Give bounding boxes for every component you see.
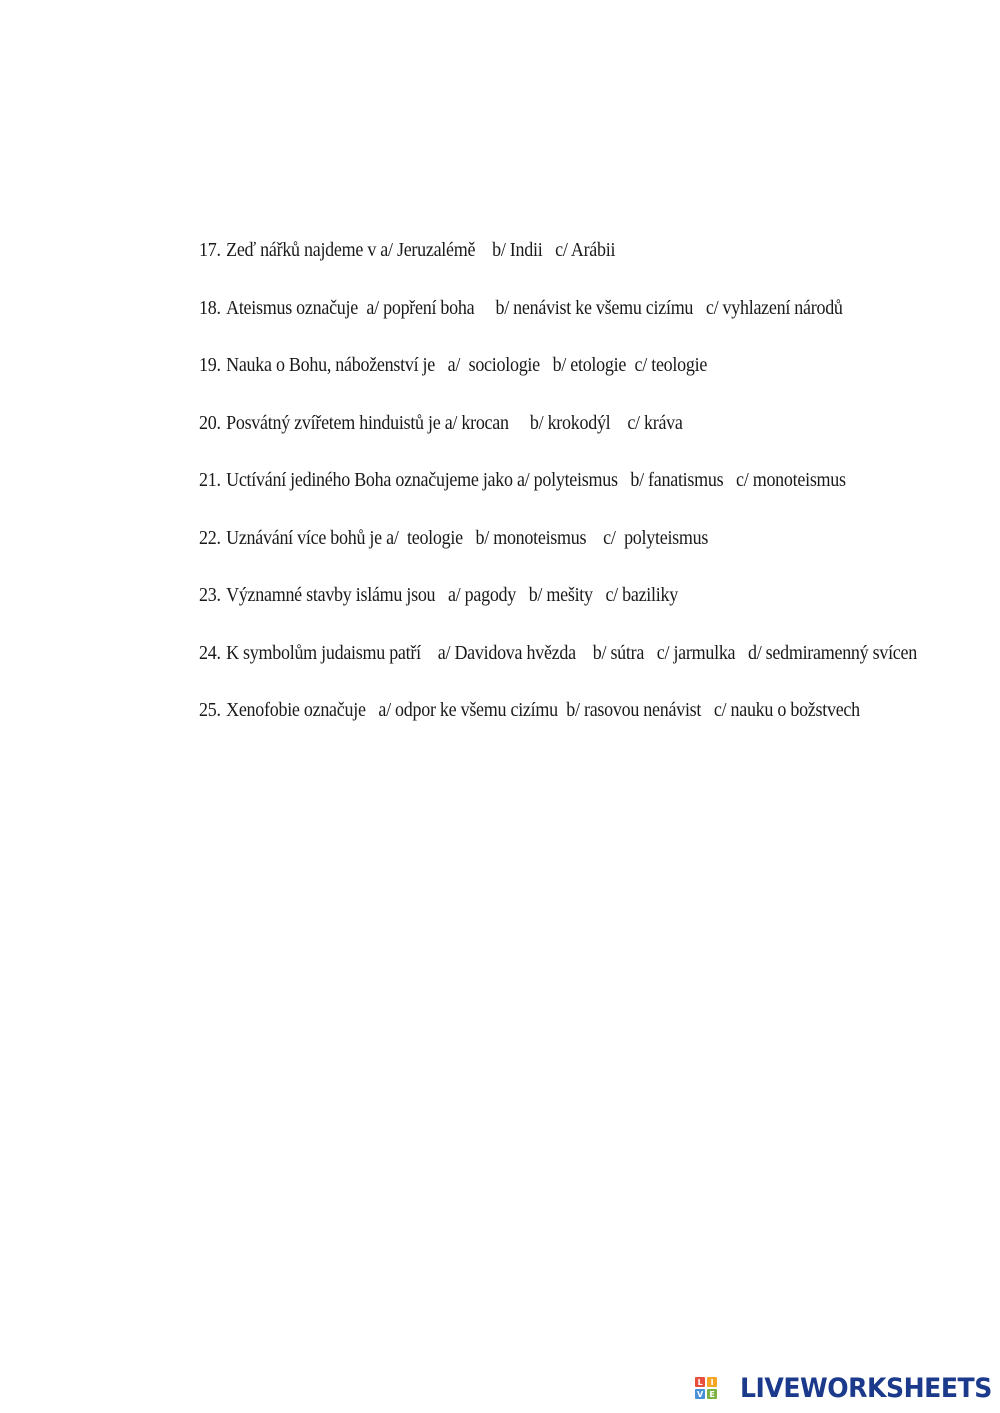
question-17	[199, 236, 901, 294]
question-number: 22.	[199, 526, 221, 549]
question-text: Nauka o Bohu, náboženství je a/ sociologie b/ etologie c/ teologie	[226, 354, 708, 376]
question-23	[199, 581, 901, 639]
question-number: 17.	[199, 239, 221, 261]
question-number: 23.	[199, 584, 221, 606]
question-25	[199, 696, 901, 754]
question-number: 19.	[199, 354, 221, 376]
logo-mark-tile: I	[707, 1377, 717, 1387]
liveworksheets-logo	[695, 1367, 992, 1409]
logo-mark-tile: V	[697, 1389, 704, 1399]
question-number: 20.	[199, 411, 221, 434]
question-text: Xenofobie označuje a/ odpor ke všemu cizímu b/ rasovou nenávist c/ nauku o božstvech	[226, 699, 860, 721]
logo-mark-icon	[695, 1377, 717, 1399]
question-21	[199, 466, 901, 524]
logo-text: LIVEWORKSHEETS	[740, 1372, 992, 1404]
question-18	[199, 294, 901, 352]
question-text: Uznávání více bohů je a/ teologie b/ monoteismus c/ polyteismus	[226, 526, 709, 549]
question-22	[199, 524, 901, 582]
logo-mark-tile: L	[695, 1377, 705, 1387]
question-list	[199, 236, 979, 754]
question-text: Uctívání jediného Boha označujeme jako a/ polyteismus b/ fanatismus c/ monoteismus	[226, 469, 846, 491]
question-text: Posvátný zvířetem hinduistů je a/ krocan b/ krokodýl c/ kráva	[226, 411, 683, 434]
question-19	[199, 351, 901, 409]
question-text: K symbolům judaismu patří a/ Davidova hvězda b/ sútra c/ jarmulka d/ sedmiramenný svícen	[226, 641, 917, 664]
question-text: Zeď nářků najdeme v a/ Jeruzalémě b/ Indii c/ Arábii	[226, 239, 616, 261]
question-24	[199, 639, 917, 697]
question-20	[199, 409, 901, 467]
question-text: Významné stavby islámu jsou a/ pagody b/ mešity c/ baziliky	[226, 584, 678, 606]
logo-mark-tile: E	[707, 1389, 717, 1399]
question-number: 25.	[199, 699, 221, 721]
question-number: 18.	[199, 296, 221, 319]
question-number: 24.	[199, 641, 221, 664]
question-number: 21.	[199, 469, 221, 491]
question-text: Ateismus označuje a/ popření boha b/ nenávist ke všemu cizímu c/ vyhlazení národů	[226, 296, 843, 319]
